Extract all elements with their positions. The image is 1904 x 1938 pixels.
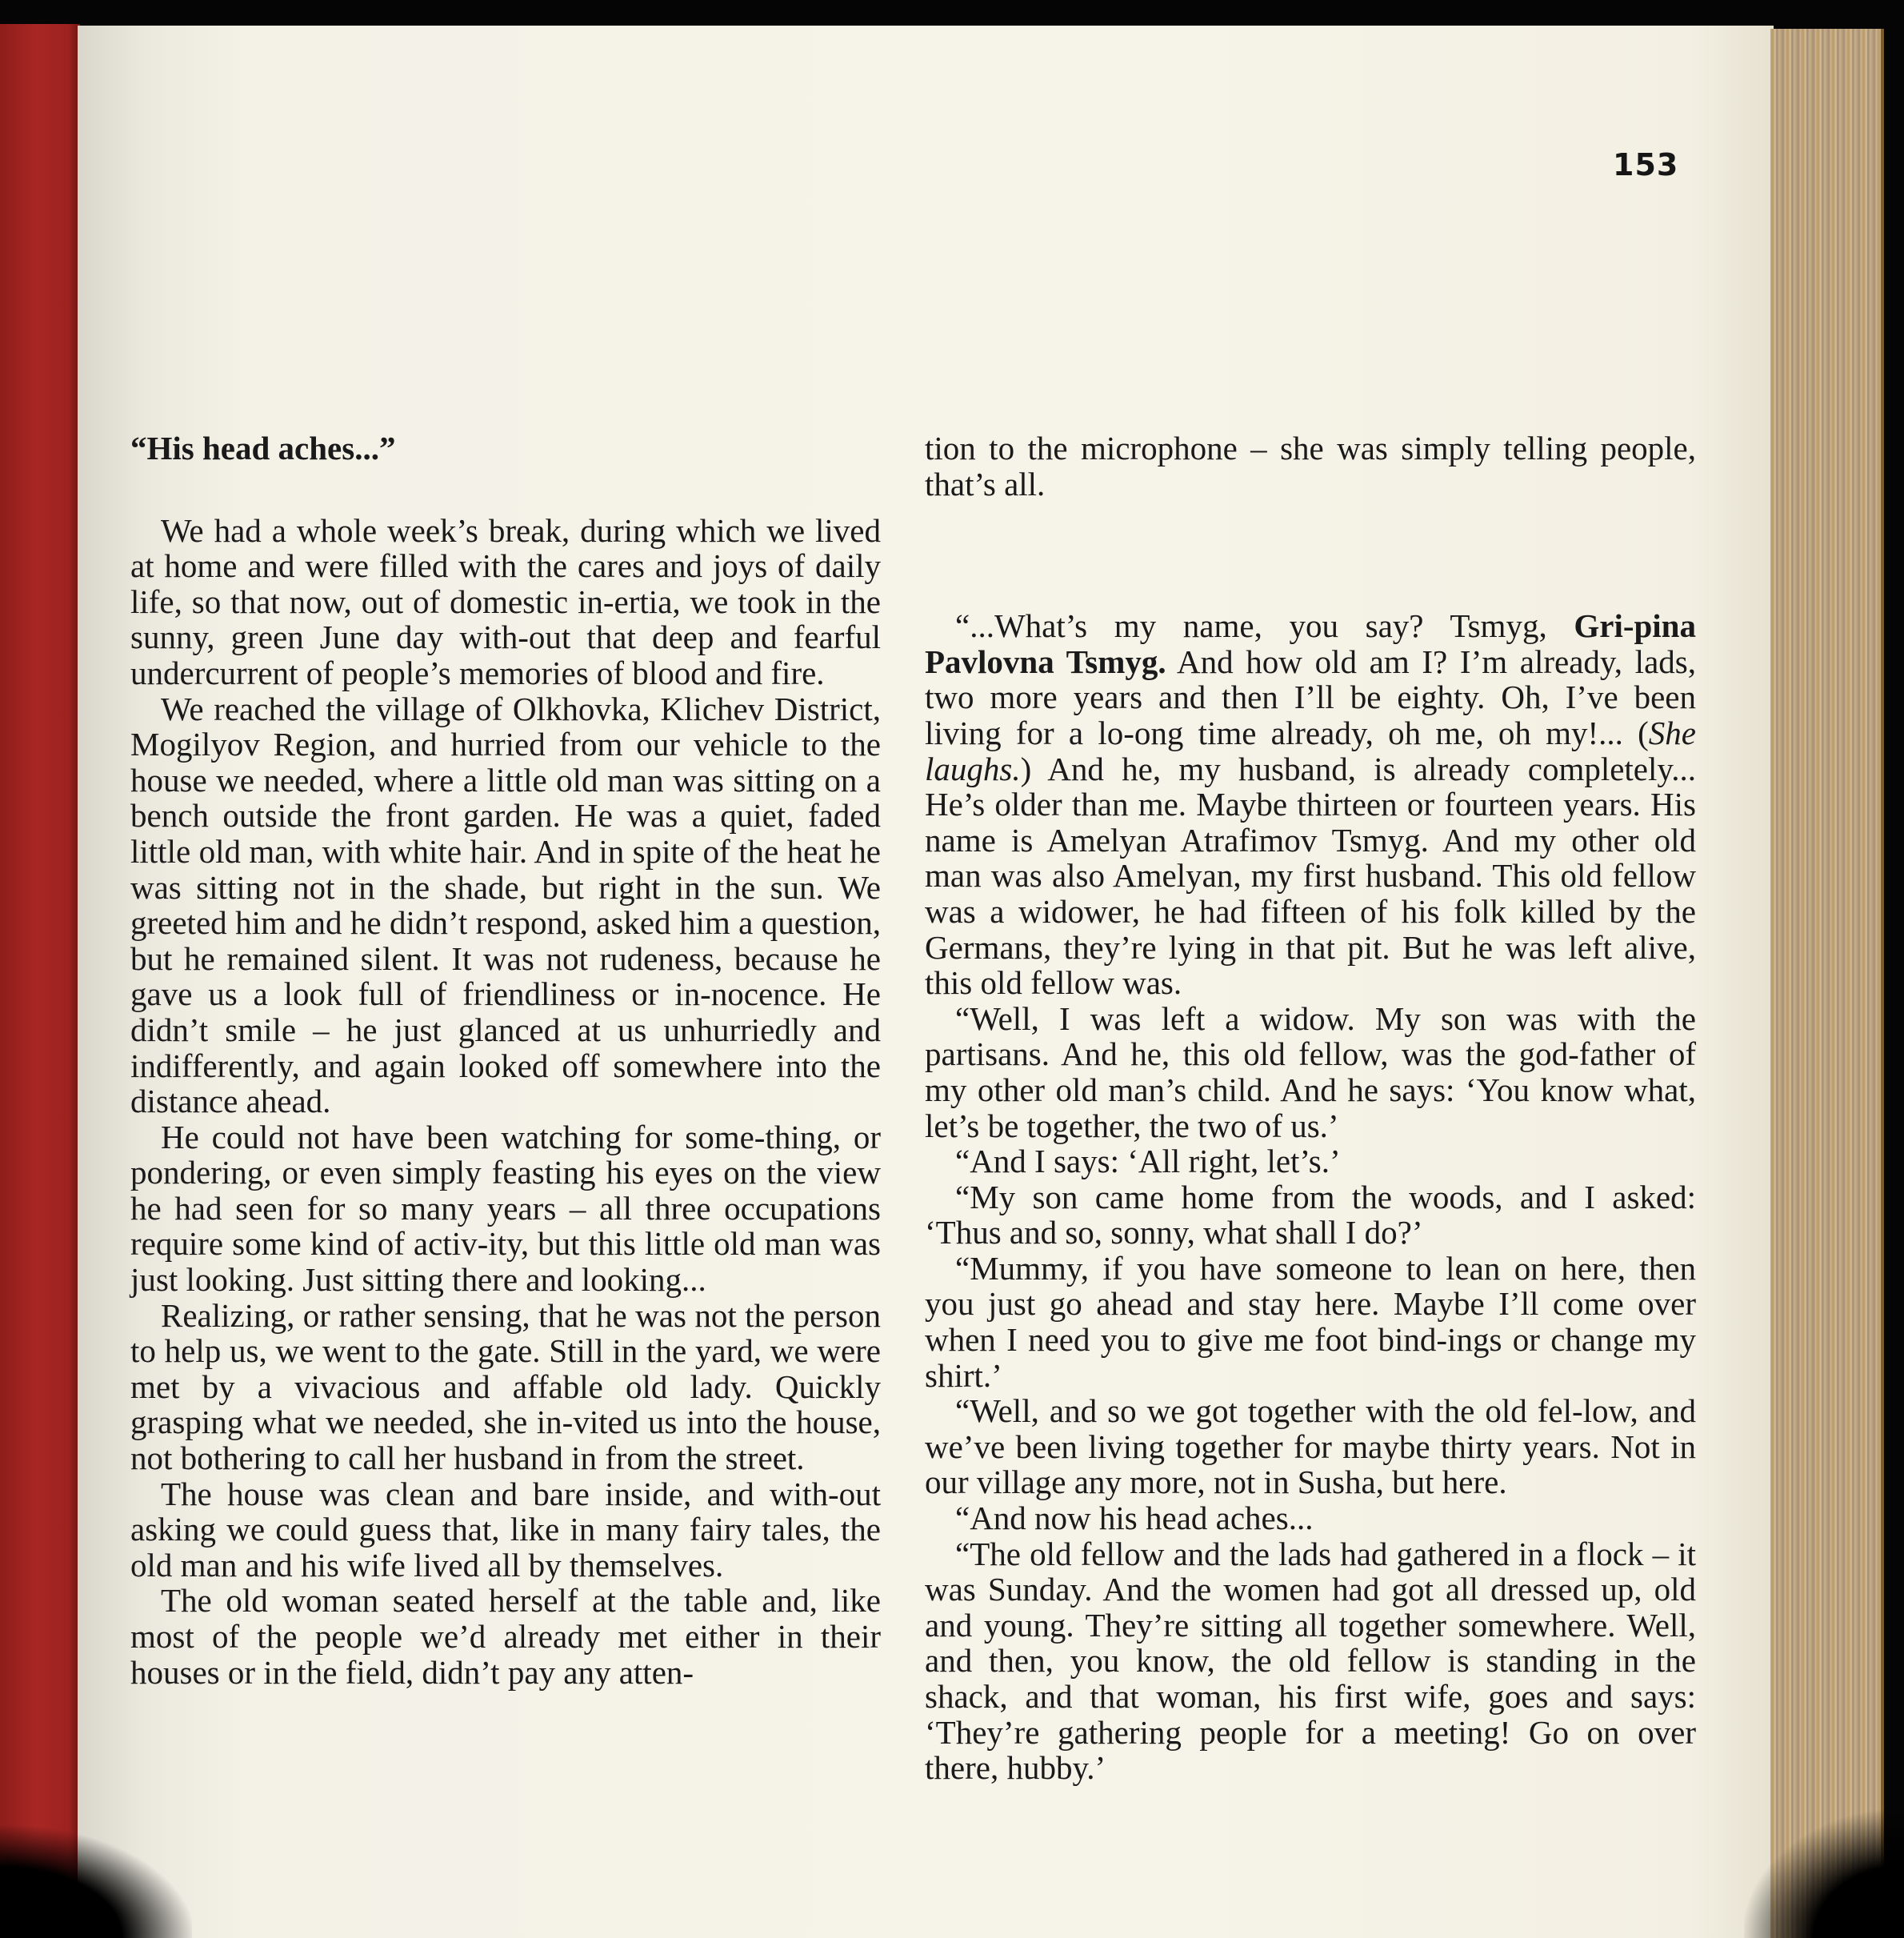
photo-vignette-shadow xyxy=(1744,1810,1904,1938)
section-heading: “His head aches...” xyxy=(130,430,396,466)
paragraph: Realizing, or rather sensing, that he was not the person to help us, we went to the gate. Still in the yard, we were met by a vivacious and affable old lady. Quickly grasping what we needed, she in-vited us into the house, not bothering to call her husband in from the street. xyxy=(130,1296,881,1477)
paragraph: We reached the village of Olkhovka, Klichev District, Mogilyov Region, and hurried from our vehicle to the house we needed, where a little old man was sitting on a bench outside the front garden. He was a quiet, faded little old man, with white hair. And in spite of the heat he was sitting not in the shade, but right in the sun. We greeted him and he didn’t respond, asked him a question, but he remained silent. It was not rudeness, because he gave us a look full of friendliness or in-nocence. He didn’t smile – he just glanced at us unhurriedly and indifferently, and again looked off somewhere into the distance ahead. xyxy=(130,690,881,1120)
page-number: 153 xyxy=(1613,147,1679,182)
book-cover-edge xyxy=(0,24,80,1938)
quote-text: And how old am I? I’m already, lads, two more years and then I’ll be eighty. Oh, I’ve been living for a lo-ong time already, oh me, oh my!... ( xyxy=(925,643,1696,751)
section-gap xyxy=(925,502,1696,608)
quote-text: ) And he, my husband, is already completely... He’s older than me. Maybe thirteen or fourteen years. His name is Amelyan Atrafimov Tsmyg. And my other old man was also Amelyan, my first husband. This old fellow was a widower, he had fifteen of his folk killed by the Germans, they’re lying in that pit. But he was left alive, this old fellow was. xyxy=(925,750,1696,1002)
paragraph: “And I says: ‘All right, let’s.’ xyxy=(955,1143,1341,1180)
right-column xyxy=(925,430,1696,1786)
paragraph-continuation: tion to the microphone – she was simply telling people, that’s all. xyxy=(925,430,1696,503)
paragraph: “And now his head aches... xyxy=(955,1500,1314,1537)
paragraph: “Well, and so we got together with the old fel-low, and we’ve been living together for maybe thirty years. Not in our village any more, not in Susha, but here. xyxy=(925,1392,1696,1501)
interviewee-name: Gri-pina Pavlovna Tsmyg. xyxy=(925,607,1696,680)
paragraph: The house was clean and bare inside, and with-out asking we could guess that, like in many fairy tales, the old man and his wife lived all by themselves. xyxy=(130,1475,881,1584)
paragraph: We had a whole week’s break, during which we lived at home and were filled with the cares and joys of daily life, so that now, out of domestic in-ertia, we took in the sunny, green June day with-out that deep and fearful undercurrent of people’s memories of blood and fire. xyxy=(130,511,881,691)
stage-direction: She laughs. xyxy=(925,714,1696,787)
paragraph: The old woman seated herself at the table and, like most of the people we’d already met either in their houses or in the field, didn’t pay any atten- xyxy=(130,1582,881,1691)
page-block-edges xyxy=(1770,29,1884,1938)
paragraph: “The old fellow and the lads had gathered in a flock – it was Sunday. And the women had got all dressed up, old and young. They’re sitting all together somewhere. Well, and then, you know, the old fellow is standing in the shack, and that woman, his first wife, goes and says: ‘They’re gathering people for a meeting! Go on over there, hubby.’ xyxy=(925,1535,1696,1787)
photo-vignette-shadow xyxy=(0,1826,192,1938)
paragraph: “Well, I was left a widow. My son was with the partisans. And he, this old fellow, was the god-father of my other old man’s child. And he says: ‘You know what, let’s be together, the two of us.’ xyxy=(925,999,1696,1144)
paragraph: He could not have been watching for some-thing, or pondering, or even simply feasting his eyes on the view he had seen for so many years – all three occupations require some kind of activ-ity, but this little old man was just looking. Just sitting there and looking... xyxy=(130,1118,881,1299)
quote-text: “...What’s my name, you say? Tsmyg, xyxy=(955,607,1574,645)
left-column xyxy=(130,430,881,1690)
paragraph: “My son came home from the woods, and I asked: ‘Thus and so, sonny, what shall I do?’ xyxy=(925,1178,1696,1251)
interview-intro-paragraph xyxy=(925,608,1696,1001)
paragraph: “Mummy, if you have someone to lean on here, then you just go ahead and stay here. Maybe I’ll come over when I need you to give me foot bind-ings or change my shirt.’ xyxy=(925,1249,1696,1394)
